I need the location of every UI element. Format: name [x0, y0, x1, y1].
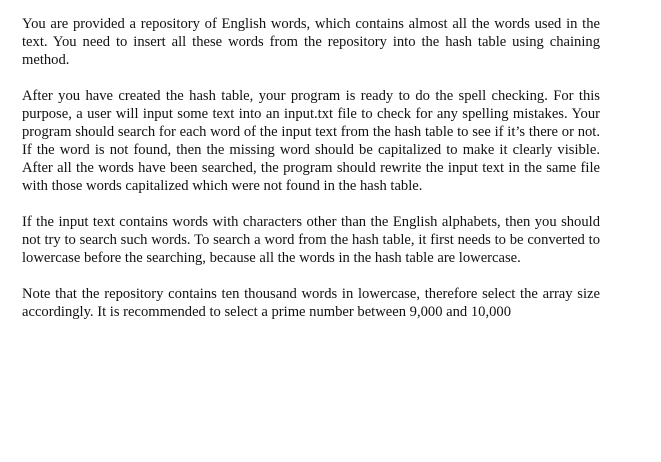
- paragraph-array-size-note: Note that the repository contains ten thousand words in lowercase, therefore select the array size accordingly. It is recommended to select a prime number between 9,000 and 10,000: [22, 286, 600, 320]
- paragraph-spell-checking: After you have created the hash table, your program is ready to do the spell checking. For this purpose, a user will input some text into an input.txt file to check for any spelling mistakes. Your program should search for each word of the input text from the hash table to see if it’s there or not. If the word is not found, then the missing word should be capitalized to make it clearly visible. After all the words have been searched, the program should rewrite the input text in the same file with those words capitalized which were not found in the hash table.: [22, 88, 600, 194]
- paragraph-repository: You are provided a repository of English words, which contains almost all the words used in the text. You need to insert all these words from the repository into the hash table using chaining method.: [22, 16, 600, 68]
- paragraph-input-text-rules: If the input text contains words with characters other than the English alphabets, then you should not try to search such words. To search a word from the hash table, it first needs to be converted to lowercase before the searching, because all the words in the hash table are lowercase.: [22, 214, 600, 266]
- document-body: [22, 15, 600, 339]
